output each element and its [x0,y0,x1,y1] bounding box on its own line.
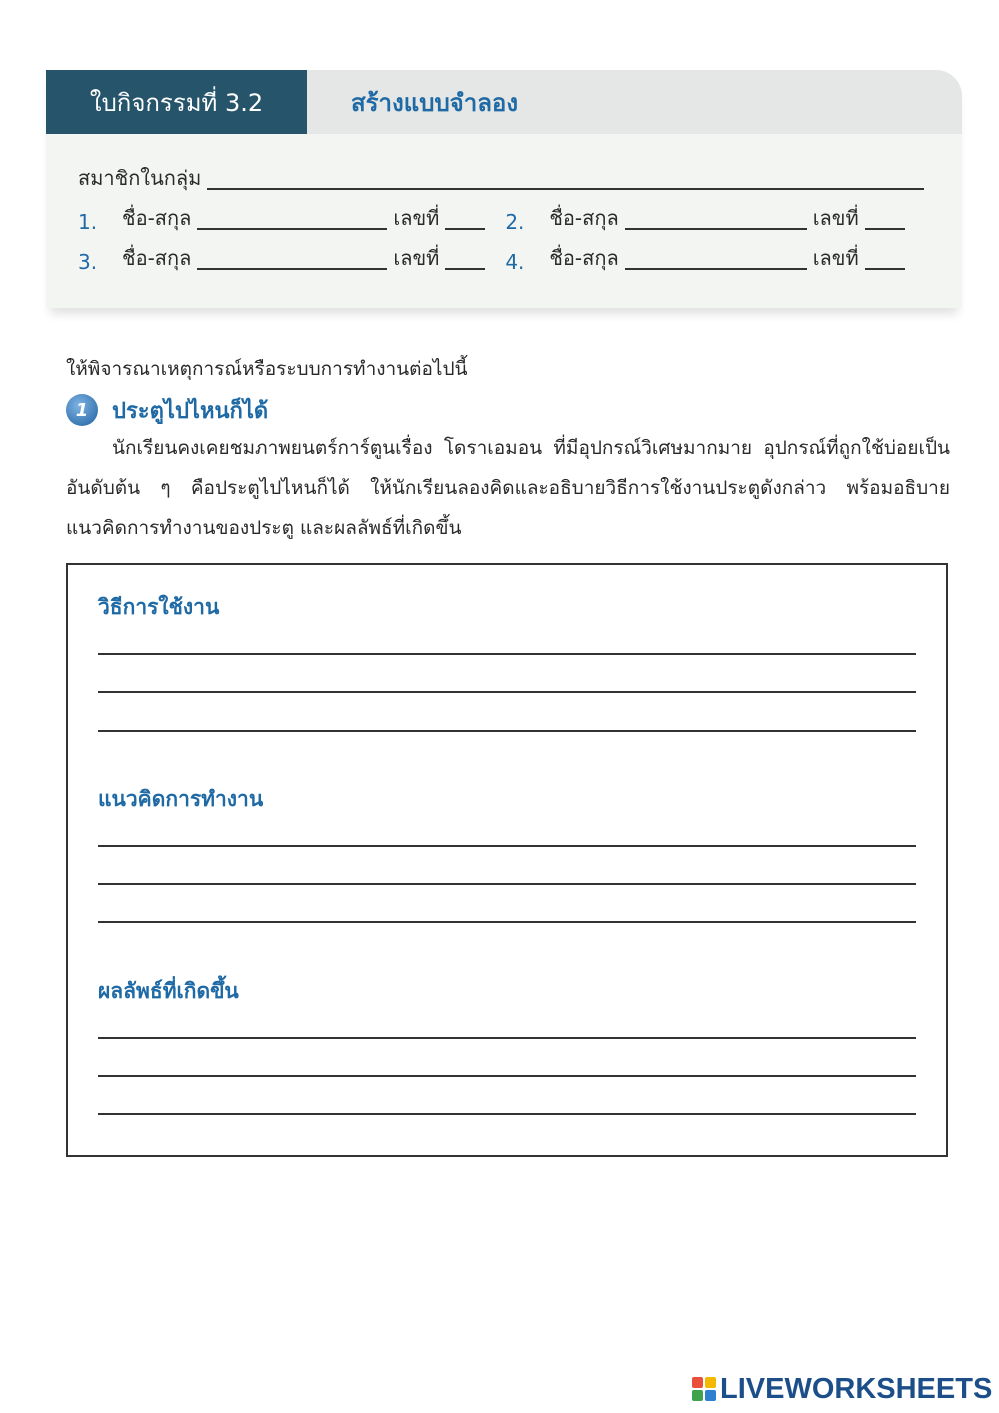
group-members-row [78,162,930,194]
logo-block [705,1390,716,1401]
number-field-1[interactable] [445,222,485,230]
member-number-3: 3. [78,250,98,274]
number-label: เลขที่ [812,246,859,270]
logo-block [692,1377,703,1388]
member-row-2 [78,242,930,274]
logo-block [705,1377,716,1388]
result-heading: ผลลัพธ์ที่เกิดขึ้น [98,979,239,1003]
usage-answer-line-3[interactable] [98,730,916,732]
member-row-1 [78,202,930,234]
name-field-1[interactable] [197,222,387,230]
name-label: ชื่อ-สกุล [549,206,619,230]
member-number-2: 2. [505,210,525,234]
info-number-icon: 1 [66,394,98,426]
concept-heading: แนวคิดการทำงาน [98,787,264,811]
concept-answer-line-2[interactable] [98,883,916,885]
instruction-text: ให้พิจารณาเหตุการณ์หรือระบบการทำงานต่อไปนี้ [66,358,468,380]
name-label: ชื่อ-สกุล [549,246,619,270]
member-number-4: 4. [505,250,525,274]
concept-answer-line-1[interactable] [98,845,916,847]
liveworksheets-logo [692,1374,992,1404]
result-answer-line-3[interactable] [98,1113,916,1115]
section-heading [66,393,268,427]
usage-answer-line-1[interactable] [98,653,916,655]
name-field-4[interactable] [625,262,807,270]
group-members-label: สมาชิกในกลุ่ม [78,166,202,190]
number-field-4[interactable] [865,262,905,270]
section-paragraph: นักเรียนคงเคยชมภาพยนตร์การ์ตูนเรื่อง โดราเอมอน ที่มีอุปกรณ์วิเศษมากมาย อุปกรณ์ที่ถูกใช้บ่อยเป็นอันดับต้น ๆ คือประตูไปไหนก็ได้ ให้นักเรียนลองคิดและอธิบายวิธีการใช้งานประตูดังกล่าว พร้อมอธิบายแนวคิดการทำงานของประตู และผลลัพธ์ที่เกิดขึ้น [66,437,950,539]
number-field-2[interactable] [865,222,905,230]
number-field-3[interactable] [445,262,485,270]
name-label: ชื่อ-สกุล [122,206,192,230]
number-label: เลขที่ [393,246,440,270]
group-members-field[interactable] [207,182,924,190]
activity-label: ใบกิจกรรมที่ 3.2 [46,70,307,134]
section-title: ประตูไปไหนก็ได้ [112,398,269,424]
title-bar [46,70,962,134]
result-answer-line-2[interactable] [98,1075,916,1077]
usage-answer-line-2[interactable] [98,691,916,693]
activity-title: สร้างแบบจำลอง [351,88,519,117]
name-field-2[interactable] [625,222,807,230]
logo-blocks-icon [692,1377,716,1401]
result-answer-line-1[interactable] [98,1037,916,1039]
usage-heading: วิธีการใช้งาน [98,595,220,619]
logo-block [692,1390,703,1401]
name-field-3[interactable] [197,262,387,270]
answer-box [66,563,948,1157]
brand-name: LIVEWORKSHEETS [720,1372,993,1405]
concept-answer-line-3[interactable] [98,921,916,923]
member-number-1: 1. [78,210,98,234]
number-label: เลขที่ [393,206,440,230]
activity-header-card [46,70,962,308]
number-label: เลขที่ [812,206,859,230]
name-label: ชื่อ-สกุล [122,246,192,270]
